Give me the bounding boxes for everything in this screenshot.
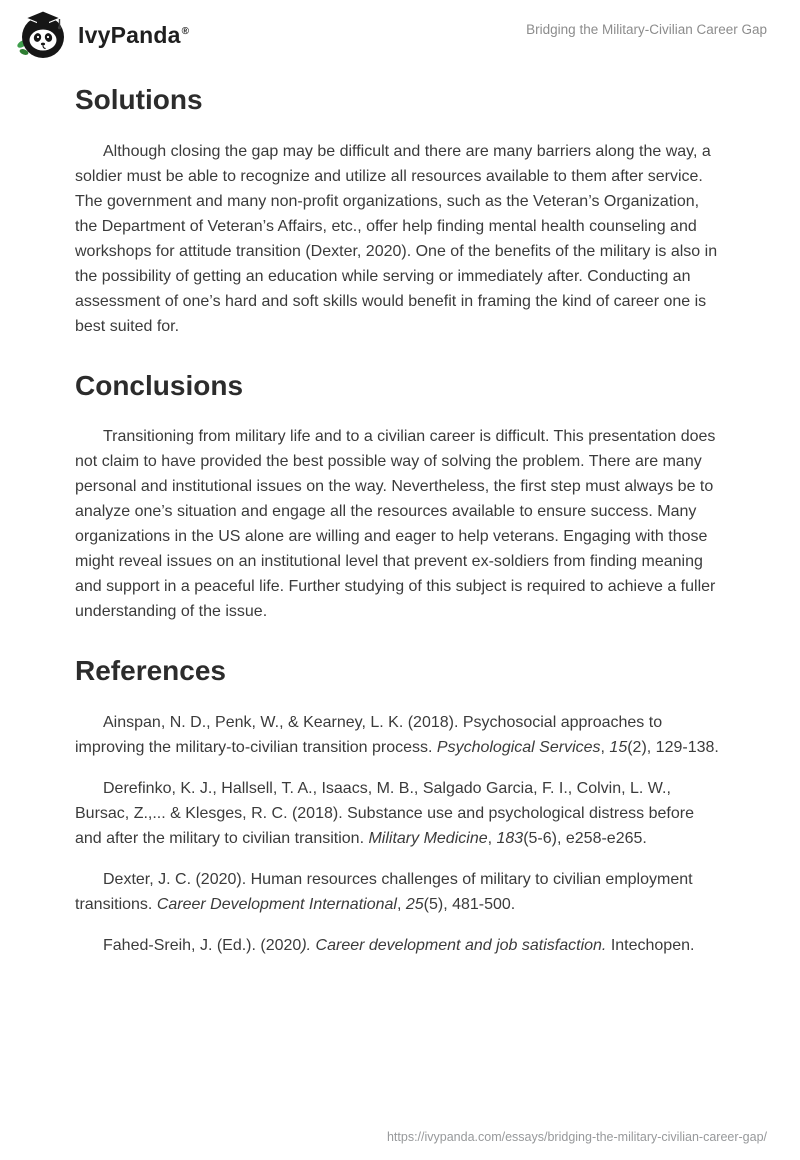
- document-sections: [0, 83, 800, 958]
- paragraph: [75, 710, 722, 760]
- page-header: [0, 0, 800, 61]
- section-heading: Solutions: [75, 84, 203, 115]
- text-run: ,: [600, 738, 610, 756]
- paragraph: [75, 867, 722, 917]
- italic-text-run: 25: [405, 895, 424, 913]
- document-title: Bridging the Military-Civilian Career Gap: [526, 22, 767, 37]
- text-run: ,: [396, 895, 406, 913]
- italic-text-run: 15: [609, 738, 628, 756]
- section-heading: References: [75, 655, 226, 687]
- text-run: (2), 129-138.: [627, 738, 719, 756]
- text-run: Transitioning from military life and to a civilian career is difficult. This presentation does not claim to have provided the best possible way of solving the problem. There are many personal and institutional issues on the way. Nevertheless, the first step must always be to analyze one’s situation and engage all the resources available to ensure success. Many organizations in the US alone are willing and eager to help veterans. Engaging with those might reveal issues on an institutional level that prevent ex-soldiers from finding meaning and support in a peaceful life. Further studying of this subject is required to achieve a fuller understanding of the issue.: [75, 428, 716, 621]
- text-run: (5-6), e258-e265.: [523, 829, 647, 847]
- ivypanda-logo[interactable]: [15, 9, 189, 61]
- italic-text-run: ). Career development and job satisfaction.: [301, 936, 607, 954]
- paragraph: [75, 933, 722, 958]
- registered-mark: ®: [181, 25, 190, 37]
- source-url-link[interactable]: https://ivypanda.com/essays/bridging-the-military-civilian-career-gap/: [386, 1130, 767, 1144]
- text-run: (5), 481-500.: [423, 895, 516, 913]
- text-run: Derefinko, K. J., Hallsell, T. A., Isaacs, M. B., Salgado Garcia, F. I., Colvin, L. W., Bursac, Z.,... & Klesges, R. C. (2018). Substance use and psychological distress before and after the military to civilian transition.: [75, 779, 694, 847]
- panda-graduation-cap-icon: [15, 9, 67, 61]
- brand-name: [78, 22, 189, 49]
- text-run: Although closing the gap may be difficult and there are many barriers along the way, a soldier must be able to recognize and utilize all resources available to them after service. The government and many non-profit organizations, such as the Veteran’s Organization, the Department of Veteran’s Affairs, etc., offer help finding mental health counseling and workshops for attitude transition (Dexter, 2020). One of the benefits of the military is also in the possibility of getting an education while serving or immediately after. Conducting an assessment of one’s hard and soft skills would benefit in framing the kind of career one is best suited for.: [75, 142, 718, 335]
- italic-text-run: 183: [496, 829, 524, 847]
- section-heading: Conclusions: [75, 369, 244, 401]
- brand-name-text: IvyPanda: [78, 21, 181, 48]
- text-run: Ainspan, N. D., Penk, W., & Kearney, L. K. (2018). Psychosocial approaches to improving the military-to-civilian transition process.: [75, 713, 663, 756]
- text-run: Fahed-Sreih, J. (Ed.). (2020: [103, 936, 302, 954]
- paragraph: [75, 139, 722, 339]
- section: [75, 83, 722, 339]
- paragraph: [75, 776, 722, 851]
- italic-text-run: Psychological Services: [436, 738, 601, 756]
- italic-text-run: Military Medicine: [368, 829, 488, 847]
- page-footer: [387, 1128, 767, 1146]
- text-run: Dexter, J. C. (2020). Human resources challenges of military to civilian employment transitions.: [75, 870, 693, 913]
- text-run: ,: [487, 829, 497, 847]
- italic-text-run: Career Development International: [156, 895, 397, 913]
- section: [75, 369, 722, 625]
- paragraph: [75, 424, 722, 624]
- text-run: Intechopen.: [606, 936, 695, 954]
- section: [75, 654, 722, 958]
